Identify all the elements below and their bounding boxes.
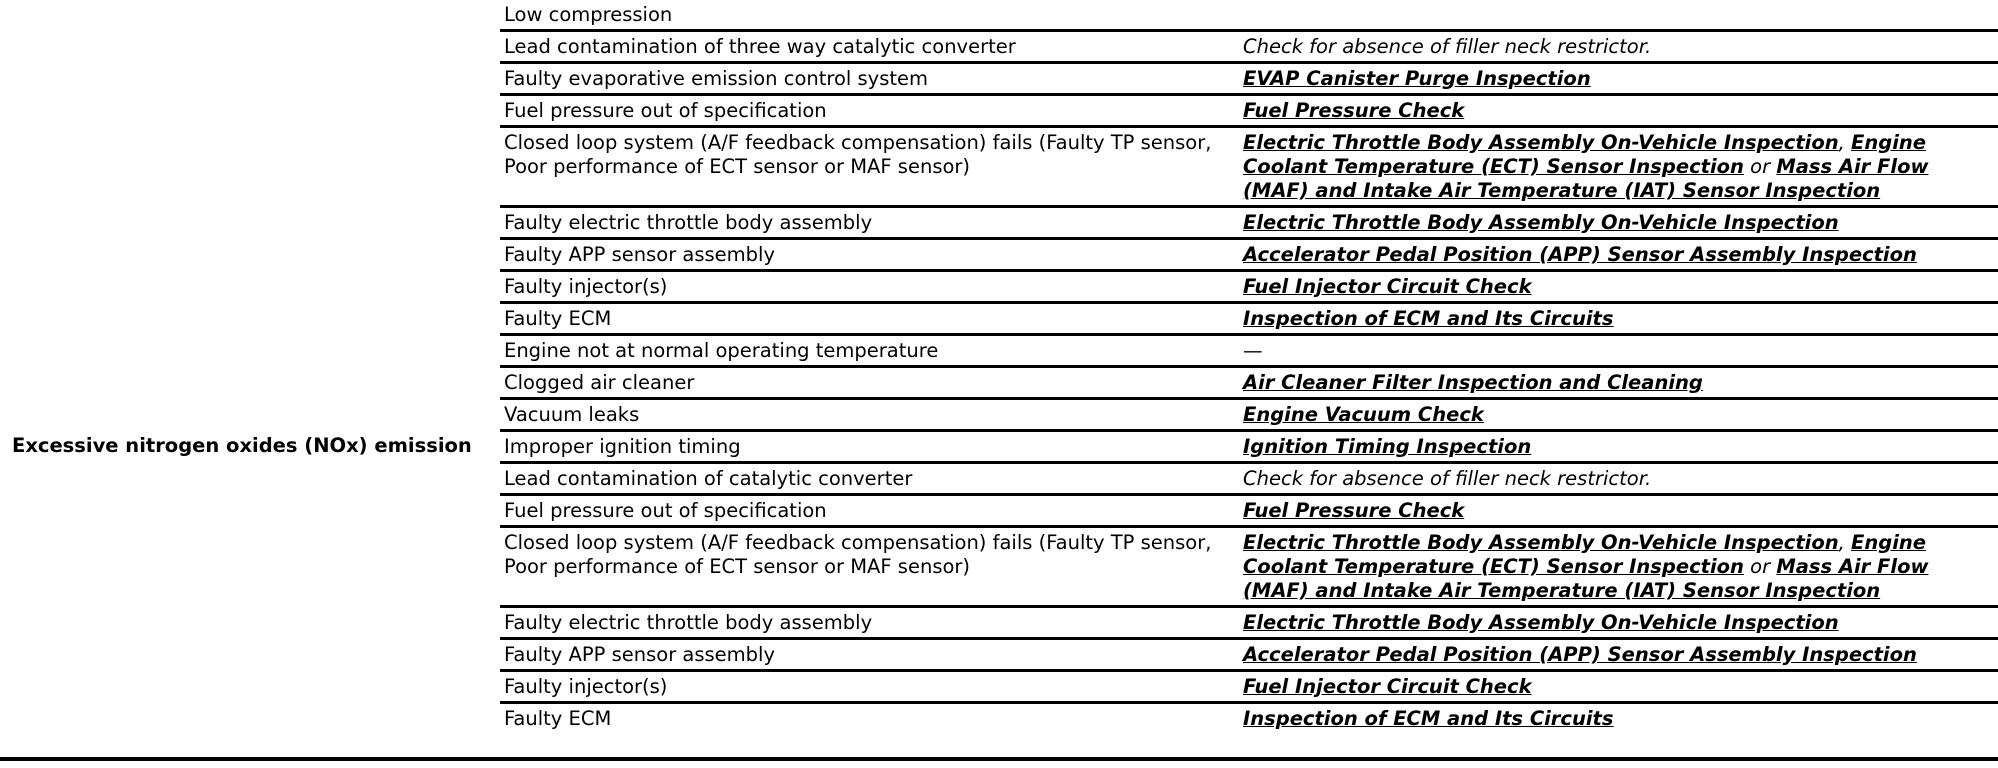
table-row <box>8 367 1998 399</box>
procedure-link[interactable]: Engine Vacuum Check <box>1243 403 1484 426</box>
condition-cell <box>8 31 500 63</box>
cause-cell: Fuel pressure out of specification <box>500 95 1239 127</box>
procedure-link[interactable]: Inspection of ECM and Its Circuits <box>1243 707 1614 730</box>
condition-cell <box>8 63 500 95</box>
cause-cell: Clogged air cleaner <box>500 367 1239 399</box>
procedure-link[interactable]: Engine Coolant Temperature (ECT) Sensor Inspection <box>1243 531 1926 578</box>
remedy-cell <box>1239 239 1998 271</box>
procedure-link[interactable]: Fuel Pressure Check <box>1243 499 1465 522</box>
procedure-link[interactable]: Electric Throttle Body Assembly On-Vehicle Inspection <box>1243 211 1839 234</box>
procedure-link[interactable]: Electric Throttle Body Assembly On-Vehicle Inspection <box>1243 131 1839 154</box>
remedy-cell <box>1239 671 1998 703</box>
condition-cell <box>8 463 500 495</box>
remedy-cell <box>1239 271 1998 303</box>
remedy-cell <box>1239 607 1998 639</box>
table-row <box>8 63 1998 95</box>
remedy-cell <box>1239 399 1998 431</box>
procedure-link[interactable]: Accelerator Pedal Position (APP) Sensor Assembly Inspection <box>1243 643 1917 666</box>
remedy-cell <box>1239 367 1998 399</box>
remedy-cell <box>1239 431 1998 463</box>
condition-cell <box>8 95 500 127</box>
procedure-link[interactable]: EVAP Canister Purge Inspection <box>1243 67 1591 90</box>
procedure-link[interactable]: Fuel Injector Circuit Check <box>1243 275 1532 298</box>
cause-cell: Closed loop system (A/F feedback compensation) fails (Faulty TP sensor, Poor performance of ECT sensor or MAF sensor) <box>500 127 1239 207</box>
remedy-text: or <box>1743 155 1777 178</box>
condition-cell <box>8 271 500 303</box>
table-row <box>8 639 1998 671</box>
remedy-cell <box>1239 95 1998 127</box>
procedure-link[interactable]: Fuel Injector Circuit Check <box>1243 675 1532 698</box>
table-row <box>8 431 1998 463</box>
procedure-link[interactable]: Mass Air Flow (MAF) and Intake Air Temperature (IAT) Sensor Inspection <box>1243 555 1929 602</box>
remedy-cell <box>1239 31 1998 63</box>
procedure-link[interactable]: Air Cleaner Filter Inspection and Cleaning <box>1243 371 1703 394</box>
remedy-cell <box>1239 463 1998 495</box>
cause-cell: Faulty electric throttle body assembly <box>500 607 1239 639</box>
cause-cell: Faulty evaporative emission control system <box>500 63 1239 95</box>
condition-cell <box>8 127 500 207</box>
cause-cell: Lead contamination of three way catalytic converter <box>500 31 1239 63</box>
remedy-cell <box>1239 0 1998 31</box>
cause-cell: Fuel pressure out of specification <box>500 495 1239 527</box>
remedy-cell <box>1239 639 1998 671</box>
condition-cell <box>8 671 500 703</box>
condition-cell <box>8 399 500 431</box>
procedure-link[interactable]: Electric Throttle Body Assembly On-Vehicle Inspection <box>1243 531 1839 554</box>
condition-cell: Excessive nitrogen oxides (NOx) emission <box>12 433 472 457</box>
remedy-cell <box>1239 207 1998 239</box>
remedy-cell <box>1239 303 1998 335</box>
table-row <box>8 463 1998 495</box>
cause-cell: Low compression <box>504 3 673 26</box>
condition-cell <box>8 639 500 671</box>
table-row <box>8 0 1998 31</box>
cause-cell: Improper ignition timing <box>500 431 1239 463</box>
remedy-cell <box>1239 527 1998 607</box>
table-row <box>8 95 1998 127</box>
condition-cell <box>8 0 500 31</box>
cause-cell: Closed loop system (A/F feedback compensation) fails (Faulty TP sensor, Poor performance of ECT sensor or MAF sensor) <box>500 527 1239 607</box>
table-row <box>8 127 1998 207</box>
troubleshooting-table <box>8 0 1998 733</box>
condition-cell <box>8 367 500 399</box>
remedy-text: , <box>1838 531 1852 554</box>
condition-cell <box>8 335 500 367</box>
cause-cell: Engine not at normal operating temperature <box>500 335 1239 367</box>
procedure-link[interactable]: Accelerator Pedal Position (APP) Sensor Assembly Inspection <box>1243 243 1917 266</box>
table-row <box>8 495 1998 527</box>
remedy-text: , <box>1838 131 1852 154</box>
table-bottom-rule <box>0 757 1998 761</box>
procedure-link[interactable]: Inspection of ECM and Its Circuits <box>1243 307 1614 330</box>
table-row <box>8 607 1998 639</box>
condition-cell <box>8 239 500 271</box>
cause-cell: Lead contamination of catalytic converter <box>500 463 1239 495</box>
troubleshooting-table-body <box>8 0 1998 733</box>
table-row <box>8 703 1998 734</box>
remedy-cell <box>1239 703 1998 734</box>
remedy-cell <box>1239 63 1998 95</box>
cause-cell: Faulty APP sensor assembly <box>500 239 1239 271</box>
table-row <box>8 31 1998 63</box>
remedy-cell <box>1239 495 1998 527</box>
cause-cell: Faulty electric throttle body assembly <box>500 207 1239 239</box>
procedure-link[interactable]: Electric Throttle Body Assembly On-Vehicle Inspection <box>1243 611 1839 634</box>
condition-cell <box>8 495 500 527</box>
cause-cell: Faulty injector(s) <box>500 671 1239 703</box>
remedy-text: — <box>1243 339 1263 362</box>
remedy-text: Check for absence of filler neck restrictor. <box>1243 467 1652 490</box>
remedy-cell <box>1239 335 1998 367</box>
remedy-cell <box>1239 127 1998 207</box>
table-row <box>8 527 1998 607</box>
cause-cell: Faulty ECM <box>500 703 1239 734</box>
condition-cell <box>8 207 500 239</box>
procedure-link[interactable]: Mass Air Flow (MAF) and Intake Air Temperature (IAT) Sensor Inspection <box>1243 155 1929 202</box>
table-row <box>8 335 1998 367</box>
remedy-text: Check for absence of filler neck restrictor. <box>1243 35 1652 58</box>
table-row <box>8 399 1998 431</box>
cause-cell: Faulty APP sensor assembly <box>500 639 1239 671</box>
cause-cell: Faulty injector(s) <box>500 271 1239 303</box>
condition-cell <box>8 703 500 734</box>
cause-cell: Faulty ECM <box>500 303 1239 335</box>
condition-cell <box>8 607 500 639</box>
remedy-text: or <box>1743 555 1777 578</box>
table-row <box>8 271 1998 303</box>
procedure-link[interactable]: Engine Coolant Temperature (ECT) Sensor Inspection <box>1243 131 1926 178</box>
procedure-link[interactable]: Ignition Timing Inspection <box>1243 435 1532 458</box>
table-row <box>8 239 1998 271</box>
table-row <box>8 671 1998 703</box>
table-row <box>8 303 1998 335</box>
condition-cell <box>8 303 500 335</box>
cause-cell: Vacuum leaks <box>500 399 1239 431</box>
condition-cell <box>8 527 500 607</box>
table-row <box>8 207 1998 239</box>
procedure-link[interactable]: Fuel Pressure Check <box>1243 99 1465 122</box>
